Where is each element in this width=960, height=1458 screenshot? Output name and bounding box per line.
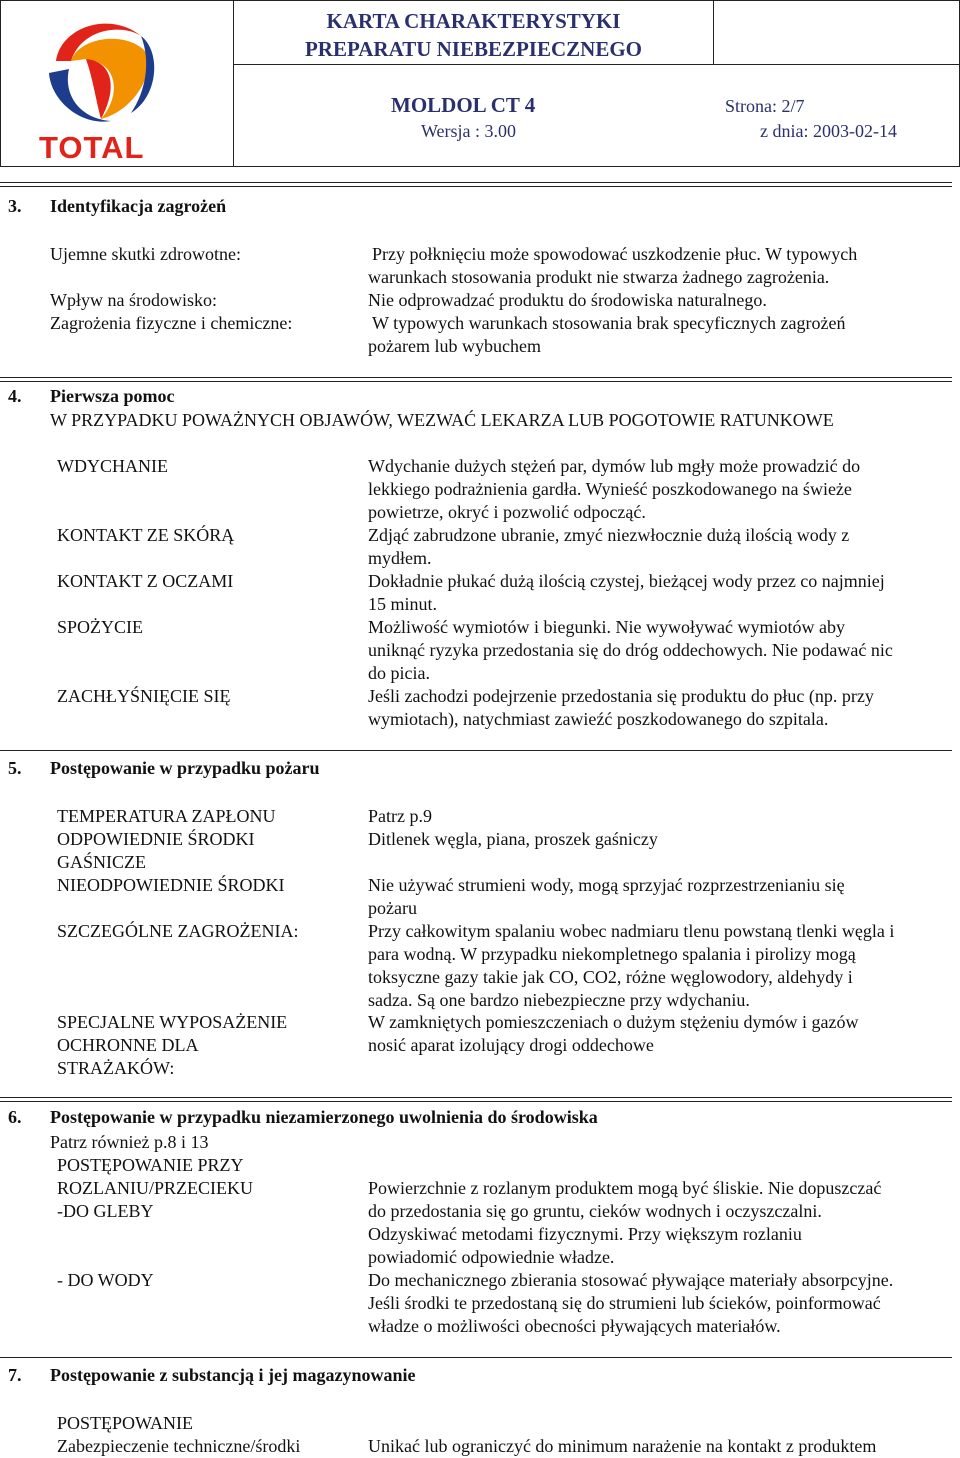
s5-label-flashpoint: TEMPERATURA ZAPŁONU [57, 806, 276, 826]
s5-text: W zamkniętych pomieszczeniach o dużym stężeniu dymów i gazów [368, 1012, 859, 1032]
s5-label-equipment: STRAŻAKÓW: [57, 1058, 175, 1078]
s5-text: toksyczne gazy takie jak CO, CO2, różne węglowodory, aldehydy i [368, 967, 853, 987]
section-3-number: 3. [8, 196, 22, 216]
s3-text: warunkach stosowania produkt nie stwarza żadnego zagrożenia. [368, 267, 830, 287]
s7-label-protection: Zabezpieczenie techniczne/środki [57, 1436, 301, 1456]
s5-text: sadza. Są one bardzo niebezpieczne przy wdychaniu. [368, 990, 750, 1010]
s4-label-inhalation: WDYCHANIE [57, 456, 168, 476]
header-title-cell [233, 0, 714, 65]
s3-text: Nie odprowadzać produktu do środowiska naturalnego. [368, 290, 767, 310]
s4-label-ingestion: SPOŻYCIE [57, 617, 144, 637]
section-6-title: Postępowanie w przypadku niezamierzonego uwolnienia do środowiska [50, 1107, 598, 1127]
s4-text: uniknąć ryzyka przedostania się do dróg oddechowych. Nie podawać nic [368, 640, 893, 660]
s4-text: wymiotach), natychmiast zawieźć poszkodowanego do szpitala. [368, 709, 829, 729]
s3-label-health: Ujemne skutki zdrowotne: [50, 244, 241, 264]
s6-label-soil: -DO GLEBY [57, 1201, 154, 1221]
section-3-title: Identyfikacja zagrożeń [50, 196, 227, 216]
section-6-number: 6. [8, 1107, 22, 1127]
section-5-title: Postępowanie w przypadku pożaru [50, 758, 320, 778]
s5-label-equipment: SPECJALNE WYPOSAŻENIE [57, 1012, 288, 1032]
header-right-top-cell [713, 0, 960, 65]
s5-text: para wodną. W przypadku niekompletnego spalania i pirolizy mogą [368, 944, 856, 964]
s4-text: mydłem. [368, 548, 432, 568]
logo-text: TOTAL [39, 130, 145, 165]
header-info-cell [233, 64, 960, 167]
s4-text: Jeśli zachodzi podejrzenie przedostania się produktu do płuc (np. przy [368, 686, 874, 706]
s6-text: Powierzchnie z rozlanym produktem mogą być śliskie. Nie dopuszczać [368, 1178, 882, 1198]
s6-text: Jeśli środki te przedostaną się do strumieni lub ścieków, poinformować [368, 1293, 881, 1313]
s5-label-media: GAŚNICZE [57, 852, 146, 872]
s4-banner: W PRZYPADKU POWAŻNYCH OBJAWÓW, WEZWAĆ LEKARZA LUB POGOTOWIE RATUNKOWE [50, 410, 834, 430]
product-name: MOLDOL CT 4 [391, 93, 536, 117]
total-logo-icon [1, 1, 233, 166]
section-4-number: 4. [8, 386, 22, 406]
s6-text: do przedostania się go gruntu, cieków wodnych i oczyszczalni. [368, 1201, 822, 1221]
s6-note: Patrz również p.8 i 13 [50, 1132, 209, 1152]
doc-title-line2: PREPARATU NIEBEZPIECZNEGO [304, 37, 642, 61]
s5-text: nosić aparat izolujący drogi oddechowe [368, 1035, 654, 1055]
s4-text: Zdjąć zabrudzone ubranie, zmyć niezwłocznie dużą ilością wody z [368, 525, 850, 545]
header-logo-cell [0, 0, 234, 167]
section-divider [0, 1357, 952, 1358]
section-divider [0, 750, 952, 751]
s6-text: władze o możliwości obecności pływających materiałów. [368, 1316, 781, 1336]
section-7-title: Postępowanie z substancją i jej magazynowanie [50, 1365, 416, 1385]
section-divider [0, 377, 952, 382]
s4-text: Możliwość wymiotów i biegunki. Nie wywoływać wymiotów aby [368, 617, 845, 637]
s5-text: pożaru [368, 898, 417, 918]
revision-date: z dnia: 2003-02-14 [760, 121, 897, 141]
s3-text: W typowych warunkach stosowania brak specyficznych zagrożeń [372, 313, 846, 333]
s3-label-environment: Wpływ na środowisko: [50, 290, 217, 310]
s5-label-unsuitable: NIEODPOWIEDNIE ŚRODKI [57, 875, 285, 895]
s6-text: Odzyskiwać metodami fizycznymi. Przy większym rozlaniu [368, 1224, 802, 1244]
s4-label-aspiration: ZACHŁYŚNIĘCIE SIĘ [57, 686, 231, 706]
s5-label-hazards: SZCZEGÓLNE ZAGROŻENIA: [57, 921, 299, 941]
s4-text: Dokładnie płukać dużą ilością czystej, bieżącej wody przez co najmniej [368, 571, 885, 591]
version: Wersja : 3.00 [421, 121, 517, 141]
s6-label-spill: POSTĘPOWANIE PRZY [57, 1155, 244, 1175]
s3-label-physical: Zagrożenia fizyczne i chemiczne: [50, 313, 293, 333]
s6-label-water: - DO WODY [57, 1270, 154, 1290]
s4-text: 15 minut. [368, 594, 438, 614]
s3-text: pożarem lub wybuchem [368, 336, 541, 356]
s7-text: Unikać lub ograniczyć do minimum narażenie na kontakt z produktem [368, 1436, 877, 1456]
s4-text: powietrze, okryć i pozwolić odpocząć. [368, 502, 646, 522]
s4-text: do picia. [368, 663, 430, 683]
section-7-number: 7. [8, 1365, 22, 1385]
s5-text: Ditlenek węgla, piana, proszek gaśniczy [368, 829, 658, 849]
s7-label-handling: POSTĘPOWANIE [57, 1413, 194, 1433]
s5-label-media: ODPOWIEDNIE ŚRODKI [57, 829, 255, 849]
section-4-title: Pierwsza pomoc [50, 386, 175, 406]
s3-text: Przy połknięciu może spowodować uszkodzenie płuc. W typowych [372, 244, 858, 264]
s5-text: Przy całkowitym spalaniu wobec nadmiaru tlenu powstaną tlenki węgla i [368, 921, 895, 941]
s6-label-spill: ROZLANIU/PRZECIEKU [57, 1178, 253, 1198]
s6-text: powiadomić odpowiednie władze. [368, 1247, 615, 1267]
s4-text: Wdychanie dużych stężeń par, dymów lub mgły może prowadzić do [368, 456, 861, 476]
s4-label-skin: KONTAKT ZE SKÓRĄ [57, 525, 235, 545]
s5-label-equipment: OCHRONNE DLA [57, 1035, 199, 1055]
s5-text: Patrz p.9 [368, 806, 432, 826]
section-divider [0, 182, 952, 187]
s4-text: lekkiego podrażnienia gardła. Wynieść poszkodowanego na świeże [368, 479, 852, 499]
s6-text: Do mechanicznego zbierania stosować pływające materiały absorpcyjne. [368, 1270, 894, 1290]
page-number: Strona: 2/7 [725, 96, 805, 116]
section-5-number: 5. [8, 758, 22, 778]
section-divider [0, 1097, 952, 1102]
s5-text: Nie używać strumieni wody, mogą sprzyjać rozprzestrzenianiu się [368, 875, 845, 895]
s4-label-eyes: KONTAKT Z OCZAMI [57, 571, 234, 591]
doc-title-line1: KARTA CHARAKTERYSTYKI [326, 9, 621, 33]
